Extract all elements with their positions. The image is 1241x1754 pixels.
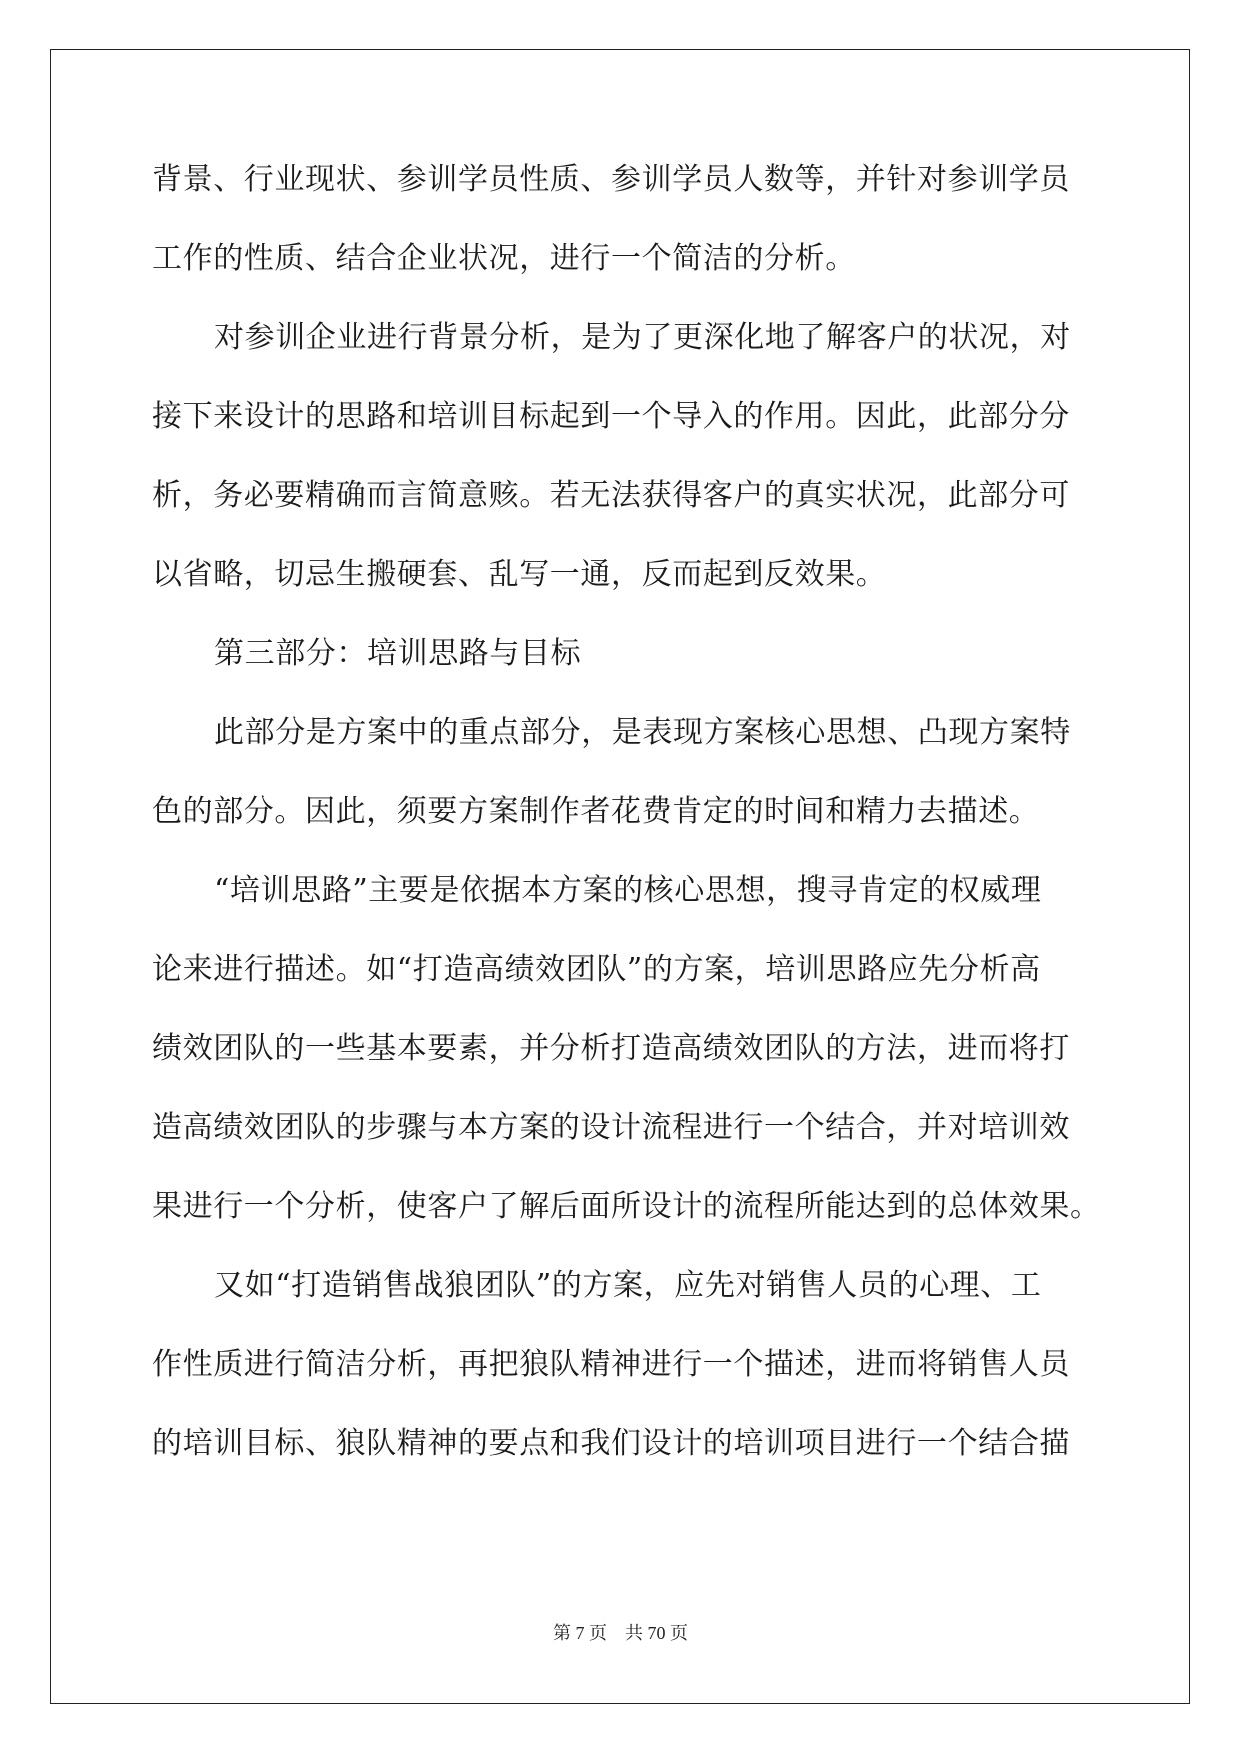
text-line: 析，务必要精确而言简意赅。若无法获得客户的真实状况，此部分可 — [152, 478, 1070, 513]
text-line: 的培训目标、狼队精神的要点和我们设计的培训项目进行一个结合描 — [152, 1426, 1070, 1461]
text-line: 作性质进行简洁分析，再把狼队精神进行一个描述，进而将销售人员 — [152, 1347, 1070, 1382]
text-line: 背景、行业现状、参训学员性质、参训学员人数等，并针对参训学员 — [152, 162, 1070, 197]
paragraph-first-line: 又如“打造销售战狼团队”的方案，应先对销售人员的心理、工 — [214, 1268, 1042, 1303]
text-line: 接下来设计的思路和培训目标起到一个导入的作用。因此，此部分分 — [152, 399, 1070, 434]
section-heading: 第三部分：培训思路与目标 — [214, 636, 582, 671]
text-line: 色的部分。因此，须要方案制作者花费肯定的时间和精力去描述。 — [152, 794, 1040, 829]
page-number: 第 7 页 — [553, 1623, 607, 1643]
paragraph-first-line: “培训思路”主要是依据本方案的核心思想，搜寻肯定的权威理 — [214, 873, 1042, 908]
text-line: 工作的性质、结合企业状况，进行一个简洁的分析。 — [152, 241, 856, 276]
text-line: 果进行一个分析，使客户了解后面所设计的流程所能达到的总体效果。 — [152, 1189, 1101, 1224]
text-line: 以省略，切忌生搬硬套、乱写一通，反而起到反效果。 — [152, 557, 887, 592]
page-total: 共 70 页 — [625, 1623, 688, 1643]
text-line: 绩效团队的一些基本要素，并分析打造高绩效团队的方法，进而将打 — [152, 1031, 1070, 1066]
text-line: 造高绩效团队的步骤与本方案的设计流程进行一个结合，并对培训效 — [152, 1110, 1070, 1145]
paragraph-first-line: 对参训企业进行背景分析，是为了更深化地了解客户的状况，对 — [214, 320, 1071, 355]
page-footer — [0, 1622, 1241, 1644]
paragraph-first-line: 此部分是方案中的重点部分，是表现方案核心思想、凸现方案特 — [214, 715, 1071, 750]
text-line: 论来进行描述。如“打造高绩效团队”的方案，培训思路应先分析高 — [152, 952, 1041, 987]
